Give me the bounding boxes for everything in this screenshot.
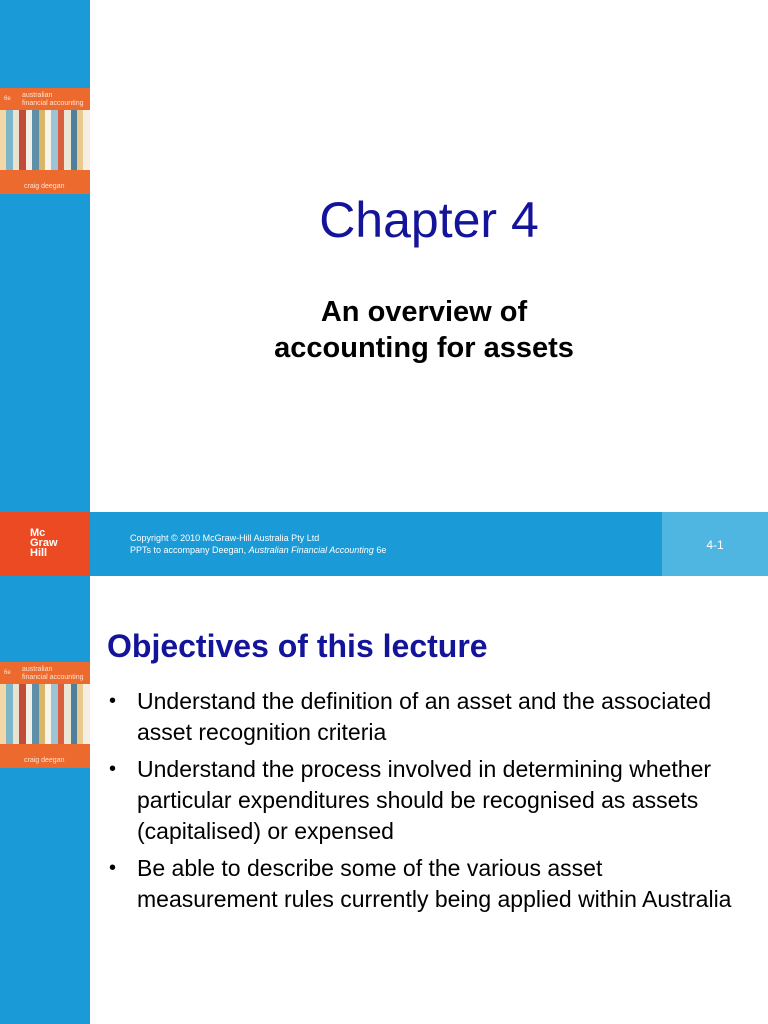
cover-author: craig deegan bbox=[24, 183, 65, 190]
cover-title-line2: financial accounting bbox=[22, 100, 84, 107]
chapter-title: Chapter 4 bbox=[319, 192, 539, 248]
logo-line-mc: Mc bbox=[30, 527, 46, 539]
book-cover-thumbnail bbox=[0, 662, 90, 768]
chapter-subtitle bbox=[90, 294, 758, 366]
objectives-list bbox=[107, 686, 747, 921]
bullet-icon: • bbox=[109, 758, 117, 780]
logo-line-graw: Graw bbox=[30, 537, 58, 549]
logo-text bbox=[30, 528, 70, 558]
cover-binders-image bbox=[0, 110, 90, 170]
ppt-suffix: 6e bbox=[373, 545, 387, 555]
left-sidebar-bar bbox=[0, 0, 90, 576]
bullet-text: Understand the process involved in determining whether particular expenditures should be recognised as assets (capitalised) or expensed bbox=[137, 756, 712, 844]
ppt-credit-line bbox=[130, 544, 386, 556]
slide-title: Objectives of this lecture bbox=[107, 628, 488, 664]
cover-title-line1: australian bbox=[22, 92, 53, 99]
bullet-text: Be able to describe some of the various asset measurement rules currently being applied within Australia bbox=[137, 855, 732, 912]
slide-footer bbox=[0, 512, 768, 576]
footer-copyright bbox=[130, 532, 386, 556]
book-title: Australian Financial Accounting bbox=[248, 545, 374, 555]
subtitle-line2: accounting for assets bbox=[274, 332, 574, 364]
cover-title bbox=[4, 666, 88, 682]
bullet-icon: • bbox=[109, 857, 117, 879]
list-item bbox=[107, 754, 747, 847]
list-item bbox=[107, 853, 747, 915]
left-sidebar-bar bbox=[0, 576, 90, 1024]
mcgraw-hill-logo bbox=[0, 512, 90, 576]
bullet-text: Understand the definition of an asset and the associated asset recognition criteria bbox=[137, 688, 712, 745]
cover-author: craig deegan bbox=[24, 757, 65, 764]
subtitle-line1: An overview of bbox=[320, 296, 528, 328]
book-cover-thumbnail bbox=[0, 88, 90, 194]
bullet-icon: • bbox=[109, 690, 117, 712]
cover-binders-image bbox=[0, 684, 90, 744]
cover-title-line1: australian bbox=[22, 666, 53, 673]
page-number: 4-1 bbox=[706, 538, 724, 552]
logo-line-hill: Hill bbox=[30, 547, 48, 559]
ppt-prefix: PPTs to accompany Deegan, bbox=[130, 545, 249, 555]
list-item bbox=[107, 686, 747, 748]
copyright-line: Copyright © 2010 McGraw-Hill Australia Pty Ltd bbox=[130, 533, 320, 543]
cover-title-line2: financial accounting bbox=[22, 674, 84, 681]
cover-edition: 6e bbox=[4, 96, 11, 102]
objectives-slide bbox=[0, 576, 768, 1024]
cover-title bbox=[4, 92, 88, 108]
cover-edition: 6e bbox=[4, 670, 11, 676]
page-number-box bbox=[662, 512, 768, 576]
